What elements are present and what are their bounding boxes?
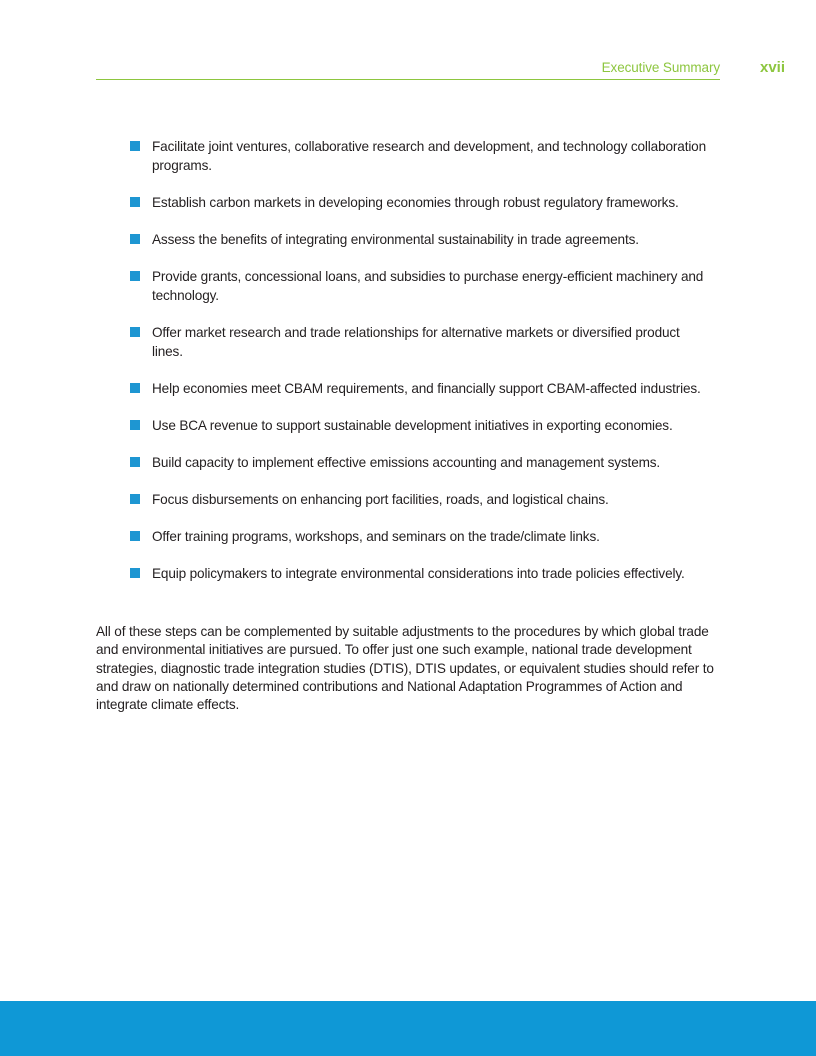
square-bullet-icon [130,271,140,281]
square-bullet-icon [130,234,140,244]
square-bullet-icon [130,197,140,207]
bullet-text: Use BCA revenue to support sustainable development initiatives in exporting economies. [152,418,673,433]
page-number: xvii [760,59,786,76]
square-bullet-icon [130,494,140,504]
bullet-text: Assess the benefits of integrating environmental sustainability in trade agreements. [152,232,639,247]
bullet-text: Help economies meet CBAM requirements, and financially support CBAM-affected industries. [152,381,701,396]
bullet-text: Offer market research and trade relationships for alternative markets or diversified product lines. [152,325,680,359]
section-title: Executive Summary [601,60,720,75]
bullet-item [130,564,710,583]
bullet-item [130,416,710,435]
bullet-text: Offer training programs, workshops, and seminars on the trade/climate links. [152,529,600,544]
footer-bar [0,1001,816,1056]
square-bullet-icon [130,457,140,467]
bullet-text: Build capacity to implement effective emissions accounting and management systems. [152,455,661,470]
bullet-item [130,379,710,398]
square-bullet-icon [130,327,140,337]
bullet-item [130,453,710,472]
bullet-list [130,137,710,601]
bullet-text: Establish carbon markets in developing economies through robust regulatory frameworks. [152,195,679,210]
bullet-item [130,490,710,509]
bullet-item [130,230,710,249]
running-header [96,56,720,80]
bullet-text: Facilitate joint ventures, collaborative research and development, and technology collaboration programs. [152,139,707,173]
bullet-text: Equip policymakers to integrate environmental considerations into trade policies effectively. [152,566,685,581]
square-bullet-icon [130,531,140,541]
square-bullet-icon [130,141,140,151]
header-rule [96,79,720,80]
square-bullet-icon [130,420,140,430]
bullet-item [130,193,710,212]
bullet-item [130,323,710,361]
square-bullet-icon [130,568,140,578]
bullet-item [130,267,710,305]
bullet-item [130,137,710,175]
bullet-text: Focus disbursements on enhancing port facilities, roads, and logistical chains. [152,492,609,507]
bullet-text: Provide grants, concessional loans, and subsidies to purchase energy-efficient machinery and technology. [152,269,704,303]
square-bullet-icon [130,383,140,393]
bullet-item [130,527,710,546]
summary-paragraph: All of these steps can be complemented by suitable adjustments to the procedures by which global trade and environmental initiatives are pursued. To offer just one such example, national trade development strategies, diagnostic trade integration studies (DTIS), DTIS updates, or equivalent studies should refer to and draw on nationally determined contributions and National Adaptation Programmes of Action and integrate climate effects. [96,624,714,713]
